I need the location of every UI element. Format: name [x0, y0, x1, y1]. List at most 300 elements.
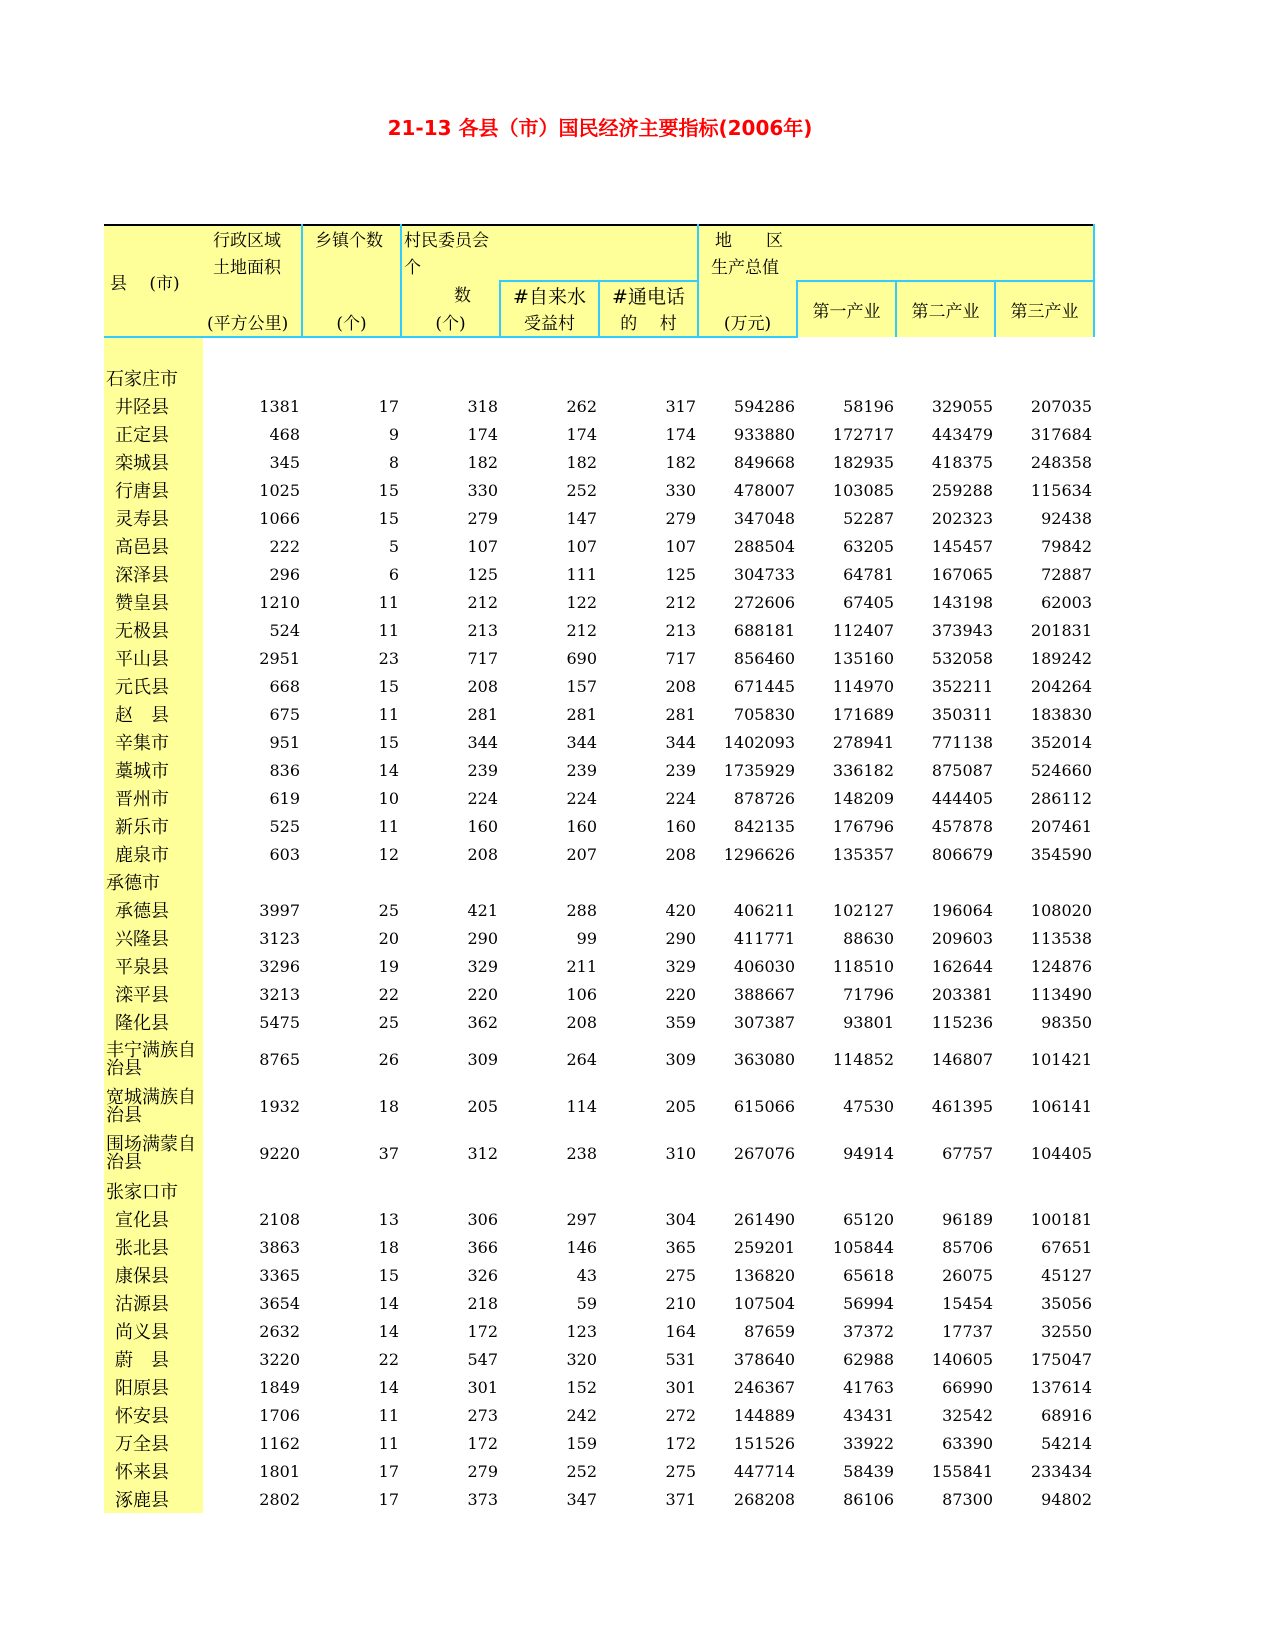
county-name: 无极县: [104, 616, 203, 644]
cell-primary: 47530: [843, 1097, 894, 1116]
cell-villages: 373: [467, 1489, 498, 1509]
county-name: 滦平县: [104, 980, 203, 1008]
table-row: [104, 1317, 1094, 1345]
header-phone-line2: 的 村: [599, 309, 698, 337]
cell-villages: 330: [467, 480, 498, 500]
table-row: [104, 812, 1094, 840]
cell-land-area: 9220: [259, 1144, 300, 1163]
cell-towns: 18: [378, 1237, 399, 1257]
table-row: [104, 1485, 1094, 1513]
cell-land-area: 1932: [259, 1097, 300, 1116]
cell-land-area: 1025: [259, 480, 300, 500]
county-name: 怀来县: [104, 1457, 203, 1485]
table-row: [104, 728, 1094, 756]
cell-land-area: 2951: [259, 648, 300, 668]
county-name-cell: [104, 1083, 203, 1130]
cell-water-villages: 146: [566, 1237, 597, 1257]
cell-secondary: 85706: [942, 1237, 993, 1257]
header-villages-line1: 村民委员会: [401, 225, 599, 253]
table-row: [104, 952, 1094, 980]
cell-gdp: 856460: [733, 648, 795, 668]
cell-primary: 278941: [832, 732, 894, 752]
cell-towns: 11: [378, 592, 399, 612]
cell-towns: 26: [378, 1050, 399, 1069]
cell-water-villages: 238: [566, 1144, 597, 1163]
cell-towns: 6: [388, 564, 399, 584]
table-row: [104, 1083, 1094, 1130]
cell-primary: 58439: [843, 1461, 894, 1481]
cell-villages: 362: [467, 1012, 498, 1032]
cell-towns: 20: [378, 928, 399, 948]
header-villages-unit: (个): [401, 309, 500, 337]
cell-gdp: 878726: [733, 788, 795, 808]
cell-water-villages: 320: [566, 1349, 597, 1369]
cell-tertiary: 98350: [1041, 1012, 1092, 1032]
cell-villages: 224: [467, 788, 498, 808]
cell-gdp: 363080: [733, 1050, 795, 1069]
cell-water-villages: 208: [566, 1012, 597, 1032]
cell-phone-villages: 717: [665, 648, 696, 668]
city-name: 石家庄市: [104, 364, 203, 392]
cell-villages: 208: [467, 676, 498, 696]
cell-secondary: 350311: [931, 704, 993, 724]
county-name: 新乐市: [104, 812, 203, 840]
cell-secondary: 63390: [942, 1433, 993, 1453]
spacer-row: [104, 337, 1094, 364]
cell-water-villages: 99: [576, 928, 597, 948]
county-name: 围场满蒙自治县: [106, 1133, 196, 1173]
cell-towns: 25: [378, 1012, 399, 1032]
cell-gdp: 615066: [733, 1097, 795, 1116]
cell-secondary: 32542: [942, 1405, 993, 1425]
county-name: 兴隆县: [104, 924, 203, 952]
cell-water-villages: 122: [566, 592, 597, 612]
cell-phone-villages: 317: [665, 396, 696, 416]
cell-secondary: 329055: [931, 396, 993, 416]
cell-phone-villages: 290: [665, 928, 696, 948]
cell-secondary: 875087: [931, 760, 993, 780]
county-name: 元氏县: [104, 672, 203, 700]
cell-gdp: 933880: [733, 424, 795, 444]
cell-water-villages: 160: [566, 816, 597, 836]
cell-towns: 9: [388, 424, 399, 444]
cell-phone-villages: 330: [665, 480, 696, 500]
cell-tertiary: 317684: [1030, 424, 1092, 444]
header-gdp-unit: (万元): [698, 309, 797, 337]
cell-phone-villages: 212: [665, 592, 696, 612]
cell-secondary: 444405: [931, 788, 993, 808]
cell-land-area: 619: [269, 788, 300, 808]
cell-water-villages: 262: [566, 396, 597, 416]
page-title: 21-13 各县（市）国民经济主要指标(2006年): [387, 116, 813, 140]
cell-phone-villages: 239: [665, 760, 696, 780]
cell-towns: 13: [378, 1209, 399, 1229]
cell-tertiary: 100181: [1030, 1209, 1092, 1229]
cell-gdp: 388667: [733, 984, 795, 1004]
cell-water-villages: 147: [566, 508, 597, 528]
header-tertiary: 第三产业: [995, 281, 1094, 337]
cell-secondary: 202323: [931, 508, 993, 528]
table-row: [104, 616, 1094, 644]
cell-phone-villages: 531: [665, 1349, 696, 1369]
city-group-row: [104, 364, 1094, 392]
cell-gdp: 378640: [733, 1349, 795, 1369]
cell-towns: 12: [378, 844, 399, 864]
county-name: 灵寿县: [104, 504, 203, 532]
cell-phone-villages: 304: [665, 1209, 696, 1229]
city-name: 承德市: [104, 868, 203, 896]
county-name: 万全县: [104, 1429, 203, 1457]
cell-tertiary: 35056: [1041, 1293, 1092, 1313]
cell-villages: 107: [467, 536, 498, 556]
cell-gdp: 261490: [733, 1209, 795, 1229]
cell-gdp: 842135: [733, 816, 795, 836]
cell-water-villages: 211: [566, 956, 597, 976]
cell-water-villages: 43: [576, 1265, 597, 1285]
cell-water-villages: 264: [566, 1050, 597, 1069]
cell-water-villages: 59: [576, 1293, 597, 1313]
cell-villages: 212: [467, 592, 498, 612]
cell-gdp: 1296626: [723, 844, 795, 864]
cell-primary: 114970: [832, 676, 894, 696]
cell-land-area: 3213: [259, 984, 300, 1004]
cell-primary: 114852: [832, 1050, 894, 1069]
table-row: [104, 588, 1094, 616]
cell-phone-villages: 220: [665, 984, 696, 1004]
cell-gdp: 136820: [733, 1265, 795, 1285]
cell-land-area: 2108: [259, 1209, 300, 1229]
cell-villages: 366: [467, 1237, 498, 1257]
cell-primary: 112407: [832, 620, 894, 640]
cell-land-area: 345: [269, 452, 300, 472]
cell-land-area: 3863: [259, 1237, 300, 1257]
county-name: 尚义县: [104, 1317, 203, 1345]
cell-primary: 58196: [843, 396, 894, 416]
city-group-row: [104, 1177, 1094, 1205]
cell-primary: 88630: [843, 928, 894, 948]
cell-water-villages: 252: [566, 480, 597, 500]
cell-phone-villages: 174: [665, 424, 696, 444]
county-name: 涿鹿县: [104, 1485, 203, 1513]
cell-towns: 15: [378, 732, 399, 752]
cell-gdp: 272606: [733, 592, 795, 612]
county-name: 张北县: [104, 1233, 203, 1261]
header-villages-line3: 数: [401, 281, 500, 309]
county-name: 宣化县: [104, 1205, 203, 1233]
cell-gdp: 107504: [733, 1293, 795, 1313]
cell-phone-villages: 208: [665, 676, 696, 696]
cell-villages: 160: [467, 816, 498, 836]
header-villages-line2: 个: [401, 253, 500, 281]
cell-tertiary: 54214: [1041, 1433, 1092, 1453]
cell-secondary: 145457: [931, 536, 993, 556]
cell-gdp: 288504: [733, 536, 795, 556]
cell-gdp: 1735929: [723, 760, 795, 780]
cell-water-villages: 297: [566, 1209, 597, 1229]
cell-secondary: 115236: [931, 1012, 993, 1032]
cell-towns: 22: [378, 984, 399, 1004]
cell-tertiary: 189242: [1030, 648, 1092, 668]
cell-towns: 23: [378, 648, 399, 668]
header-land-area-line1: 行政区域: [203, 225, 302, 253]
cell-secondary: 461395: [931, 1097, 993, 1116]
cell-tertiary: 101421: [1030, 1050, 1092, 1069]
cell-towns: 14: [378, 760, 399, 780]
cell-land-area: 525: [269, 816, 300, 836]
cell-primary: 135160: [832, 648, 894, 668]
cell-land-area: 668: [269, 676, 300, 696]
cell-villages: 273: [467, 1405, 498, 1425]
cell-primary: 52287: [843, 508, 894, 528]
table-row: [104, 896, 1094, 924]
cell-gdp: 347048: [733, 508, 795, 528]
cell-towns: 8: [388, 452, 399, 472]
cell-land-area: 468: [269, 424, 300, 444]
cell-primary: 103085: [832, 480, 894, 500]
cell-water-villages: 252: [566, 1461, 597, 1481]
cell-towns: 18: [378, 1097, 399, 1116]
county-name: 隆化县: [104, 1008, 203, 1036]
cell-phone-villages: 420: [665, 900, 696, 920]
cell-villages: 281: [467, 704, 498, 724]
table-row: [104, 924, 1094, 952]
cell-tertiary: 62003: [1041, 592, 1092, 612]
table-row: [104, 1457, 1094, 1485]
table-row: [104, 700, 1094, 728]
cell-land-area: 8765: [259, 1050, 300, 1069]
cell-land-area: 3365: [259, 1265, 300, 1285]
table-row: [104, 448, 1094, 476]
county-name: 平山县: [104, 644, 203, 672]
header-gdp-line2: 生产总值: [698, 253, 797, 309]
cell-tertiary: 354590: [1030, 844, 1092, 864]
cell-towns: 15: [378, 1265, 399, 1285]
cell-water-villages: 159: [566, 1433, 597, 1453]
cell-phone-villages: 309: [665, 1050, 696, 1069]
cell-primary: 102127: [832, 900, 894, 920]
cell-towns: 14: [378, 1377, 399, 1397]
cell-water-villages: 242: [566, 1405, 597, 1425]
cell-secondary: 806679: [931, 844, 993, 864]
cell-secondary: 196064: [931, 900, 993, 920]
header-water-line2: 受益村: [500, 309, 599, 337]
county-name: 赵 县: [104, 700, 203, 728]
cell-villages: 306: [467, 1209, 498, 1229]
cell-tertiary: 94802: [1041, 1489, 1092, 1509]
cell-secondary: 259288: [931, 480, 993, 500]
cell-land-area: 1849: [259, 1377, 300, 1397]
cell-secondary: 15454: [942, 1293, 993, 1313]
cell-tertiary: 113490: [1030, 984, 1092, 1004]
header-secondary: 第二产业: [896, 281, 995, 337]
cell-water-villages: 239: [566, 760, 597, 780]
cell-tertiary: 137614: [1030, 1377, 1092, 1397]
cell-phone-villages: 275: [665, 1461, 696, 1481]
cell-primary: 65120: [843, 1209, 894, 1229]
cell-secondary: 155841: [931, 1461, 993, 1481]
cell-towns: 11: [378, 1405, 399, 1425]
cell-villages: 172: [467, 1433, 498, 1453]
cell-secondary: 418375: [931, 452, 993, 472]
cell-water-villages: 152: [566, 1377, 597, 1397]
cell-secondary: 352211: [931, 676, 993, 696]
header-towns-unit: (个): [302, 309, 401, 337]
cell-towns: 15: [378, 676, 399, 696]
cell-tertiary: 201831: [1030, 620, 1092, 640]
header-towns-line1: 乡镇个数: [302, 225, 401, 253]
cell-land-area: 3123: [259, 928, 300, 948]
cell-water-villages: 157: [566, 676, 597, 696]
cell-land-area: 1706: [259, 1405, 300, 1425]
county-name: 康保县: [104, 1261, 203, 1289]
cell-villages: 290: [467, 928, 498, 948]
table-row: [104, 1205, 1094, 1233]
cell-phone-villages: 213: [665, 620, 696, 640]
cell-secondary: 209603: [931, 928, 993, 948]
spacer-cell: [104, 337, 203, 364]
cell-water-villages: 344: [566, 732, 597, 752]
table-row: [104, 980, 1094, 1008]
cell-primary: 63205: [843, 536, 894, 556]
county-name: 栾城县: [104, 448, 203, 476]
cell-phone-villages: 224: [665, 788, 696, 808]
cell-tertiary: 106141: [1030, 1097, 1092, 1116]
cell-gdp: 87659: [744, 1321, 795, 1341]
table-row: [104, 1401, 1094, 1429]
cell-water-villages: 114: [566, 1097, 597, 1116]
county-name: 阳原县: [104, 1373, 203, 1401]
cell-water-villages: 347: [566, 1489, 597, 1509]
cell-land-area: 603: [269, 844, 300, 864]
cell-gdp: 267076: [733, 1144, 795, 1163]
cell-phone-villages: 125: [665, 564, 696, 584]
cell-tertiary: 207035: [1030, 396, 1092, 416]
table-row: [104, 756, 1094, 784]
table-row: [104, 532, 1094, 560]
cell-villages: 326: [467, 1265, 498, 1285]
cell-towns: 5: [388, 536, 399, 556]
table-row: [104, 1008, 1094, 1036]
table-row: [104, 840, 1094, 868]
cell-gdp: 1402093: [723, 732, 795, 752]
county-name: 平泉县: [104, 952, 203, 980]
cell-towns: 17: [378, 1489, 399, 1509]
cell-tertiary: 207461: [1030, 816, 1092, 836]
cell-land-area: 3296: [259, 956, 300, 976]
cell-villages: 344: [467, 732, 498, 752]
cell-towns: 15: [378, 480, 399, 500]
cell-tertiary: 204264: [1030, 676, 1092, 696]
cell-villages: 172: [467, 1321, 498, 1341]
cell-secondary: 162644: [931, 956, 993, 976]
cell-gdp: 246367: [733, 1377, 795, 1397]
cell-towns: 11: [378, 704, 399, 724]
cell-land-area: 1381: [259, 396, 300, 416]
county-name-cell: [104, 1036, 203, 1083]
cell-phone-villages: 275: [665, 1265, 696, 1285]
cell-villages: 218: [467, 1293, 498, 1313]
county-name: 承德县: [104, 896, 203, 924]
county-name: 鹿泉市: [104, 840, 203, 868]
cell-tertiary: 524660: [1030, 760, 1092, 780]
table-row: [104, 672, 1094, 700]
cell-gdp: 705830: [733, 704, 795, 724]
table-row: [104, 784, 1094, 812]
cell-phone-villages: 182: [665, 452, 696, 472]
cell-water-villages: 690: [566, 648, 597, 668]
city-group-row: [104, 868, 1094, 896]
cell-primary: 336182: [832, 760, 894, 780]
cell-tertiary: 45127: [1041, 1265, 1092, 1285]
cell-water-villages: 224: [566, 788, 597, 808]
cell-land-area: 3220: [259, 1349, 300, 1369]
cell-water-villages: 123: [566, 1321, 597, 1341]
table-row: [104, 1036, 1094, 1083]
county-name-cell: [104, 1130, 203, 1177]
cell-gdp: 268208: [733, 1489, 795, 1509]
cell-primary: 105844: [832, 1237, 894, 1257]
cell-primary: 94914: [843, 1144, 894, 1163]
cell-tertiary: 68916: [1041, 1405, 1092, 1425]
cell-water-villages: 182: [566, 452, 597, 472]
county-name: 丰宁满族自治县: [106, 1039, 196, 1079]
cell-primary: 56994: [843, 1293, 894, 1313]
cell-phone-villages: 365: [665, 1237, 696, 1257]
cell-secondary: 167065: [931, 564, 993, 584]
cell-water-villages: 207: [566, 844, 597, 864]
cell-villages: 279: [467, 1461, 498, 1481]
header-primary: 第一产业: [797, 281, 896, 337]
table-row: [104, 1429, 1094, 1457]
cell-secondary: 67757: [942, 1144, 993, 1163]
cell-villages: 220: [467, 984, 498, 1004]
cell-primary: 148209: [832, 788, 894, 808]
cell-towns: 17: [378, 1461, 399, 1481]
county-name: 井陉县: [104, 392, 203, 420]
cell-villages: 312: [467, 1144, 498, 1163]
table-row: [104, 1233, 1094, 1261]
cell-towns: 17: [378, 396, 399, 416]
cell-land-area: 675: [269, 704, 300, 724]
cell-water-villages: 281: [566, 704, 597, 724]
cell-water-villages: 288: [566, 900, 597, 920]
cell-tertiary: 352014: [1030, 732, 1092, 752]
cell-towns: 25: [378, 900, 399, 920]
cell-tertiary: 183830: [1030, 704, 1092, 724]
cell-gdp: 304733: [733, 564, 795, 584]
cell-secondary: 140605: [931, 1349, 993, 1369]
county-name: 蔚 县: [104, 1345, 203, 1373]
cell-tertiary: 286112: [1030, 788, 1092, 808]
cell-tertiary: 32550: [1041, 1321, 1092, 1341]
cell-villages: 125: [467, 564, 498, 584]
cell-villages: 318: [467, 396, 498, 416]
cell-gdp: 144889: [733, 1405, 795, 1425]
cell-towns: 10: [378, 788, 399, 808]
cell-tertiary: 175047: [1030, 1349, 1092, 1369]
header-gdp-line1: 地 区: [698, 225, 797, 253]
cell-gdp: 406211: [733, 900, 795, 920]
cell-phone-villages: 164: [665, 1321, 696, 1341]
statistics-table: [104, 224, 1095, 1513]
cell-villages: 309: [467, 1050, 498, 1069]
cell-towns: 11: [378, 620, 399, 640]
county-name: 深泽县: [104, 560, 203, 588]
cell-towns: 11: [378, 816, 399, 836]
header-county: 县 (市): [104, 253, 203, 309]
table-row: [104, 1261, 1094, 1289]
table-body: [104, 337, 1094, 1513]
